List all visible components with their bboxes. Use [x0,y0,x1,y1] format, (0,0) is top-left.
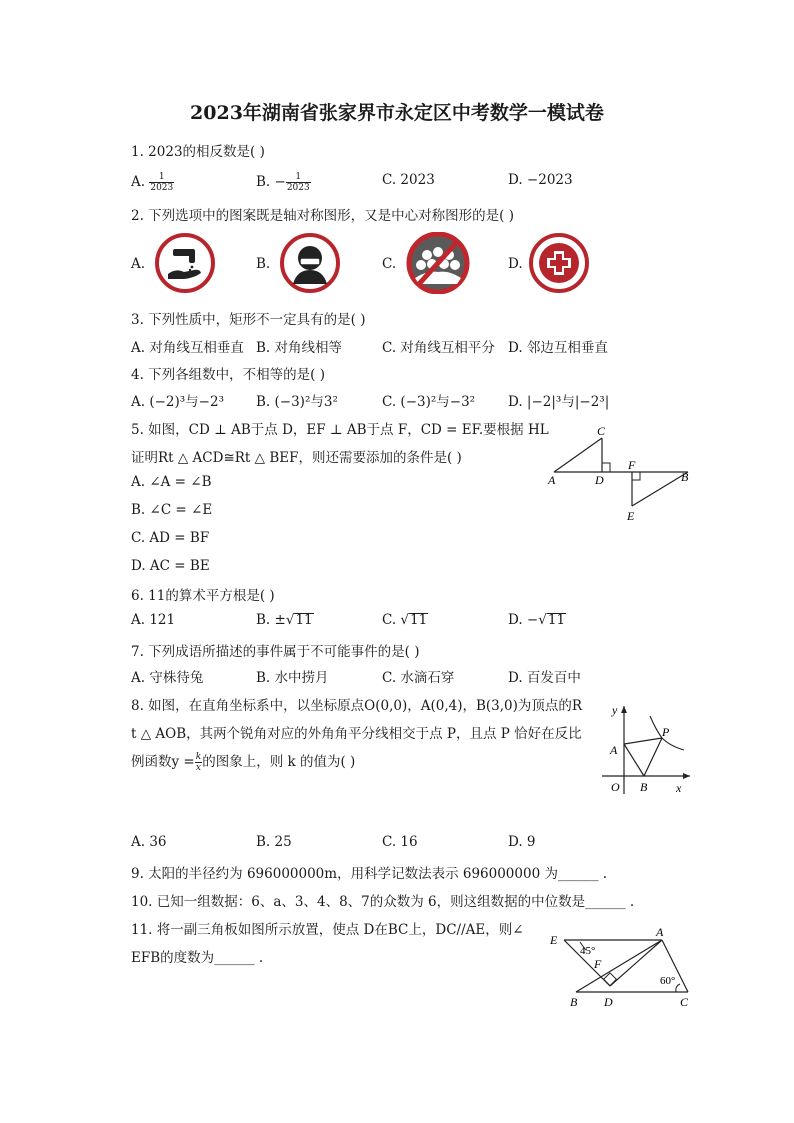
q4-option-d: D. |−2|³与|−2³| [508,394,610,410]
q2-option-b: B. [256,256,271,272]
q3-option-c: C. 对角线互相平分 [382,340,495,356]
q5-label-a: A [548,473,556,487]
question-11-stem-line1: 11. 将一副三角板如图所示放置，使点 D在BC上，DC//AE，则∠ [131,922,524,938]
q6-option-d: D. −√11 [508,612,566,628]
q7-option-a: A. 守株待兔 [131,670,204,686]
q11-label-60: 60° [660,975,676,987]
q8-option-c: C. 16 [382,834,418,850]
q3-option-a: A. 对角线互相垂直 [131,340,244,356]
q7-option-b: B. 水中捞月 [256,670,329,686]
first-aid-cross-icon [528,232,590,294]
q11-label-45: 45° [580,945,596,957]
q1-option-b: B. − $\frac{1}{2023}$ [256,172,310,193]
q8-label-o: O [611,780,620,794]
question-8-stem-line3: 例函数y = $\frac{k}{x}$ 的图象上，则 k 的值为( ) [131,752,356,773]
q7-option-d: D. 百发百中 [508,670,581,686]
q4-option-c: C. (−3)²与−3² [382,394,476,410]
q6-option-a: A. 121 [131,612,176,628]
q8-option-b: B. 25 [256,834,292,850]
q11-label-f: F [594,957,602,971]
q5-label-c: C [597,424,606,438]
no-gathering-icon [405,232,471,294]
question-5-stem-line2: 证明Rt △ ACD≅Rt △ BEF，则还需要添加的条件是( ) [131,450,462,466]
q11-triangle-boards-figure [544,920,700,1010]
q5-label-e: E [627,509,635,523]
q8-label-a: A [610,743,618,757]
question-1-stem: 1. 2023的相反数是( ) [131,144,265,160]
q7-option-c: C. 水滴石穿 [382,670,455,686]
q5-option-b: B. ∠C = ∠E [131,502,213,518]
question-5-stem-line1: 5. 如图，CD ⊥ AB于点 D，EF ⊥ AB于点 F，CD = EF.要根据 HL [131,422,549,438]
q5-option-c: C. AD = BF [131,530,210,546]
hand-wash-icon [154,232,216,294]
q3-option-d: D. 邻边互相垂直 [508,340,608,356]
q11-label-a: A [656,925,664,939]
q11-label-c: C [680,995,689,1009]
q4-option-b: B. (−3)²与3² [256,394,338,410]
q5-label-f: F [628,458,636,472]
question-9-stem: 9. 太阳的半径约为 696000000m，用科学记数法表示 696000000 为______ . [131,866,608,882]
q5-triangle-figure [540,420,700,528]
question-7-stem: 7. 下列成语所描述的事件属于不可能事件的是( ) [131,644,420,660]
face-mask-icon [279,232,341,294]
q1-option-a: A. $\frac{1}{2023}$ [131,172,174,193]
q5-option-d: D. AC = BE [131,558,210,574]
question-8-stem-line2: t △ AOB，其两个锐角对应的外角角平分线相交于点 P，且点 P 恰好在反比 [131,726,582,742]
q11-label-b: B [570,995,578,1009]
question-10-stem: 10. 已知一组数据：6、a、3、4、8、7的众数为 6，则这组数据的中位数是______ . [131,894,635,910]
question-3-stem: 3. 下列性质中，矩形不一定具有的是( ) [131,312,366,328]
q11-label-d: D [604,995,613,1009]
q5-label-b: B [681,470,689,484]
question-8-stem-line1: 8. 如图，在直角坐标系中，以坐标原点O(0,0)，A(0,4)，B(3,0)为顶点的R [131,698,583,714]
q8-option-d: D. 9 [508,834,536,850]
q1-option-d: D. −2023 [508,172,573,188]
q6-option-b: B. ±√11 [256,612,313,628]
page-title: 2023年湖南省张家界市永定区中考数学一模试卷 [190,102,604,124]
q8-label-x: x [676,781,682,795]
q2-option-d: D. [508,256,523,272]
question-6-stem: 6. 11的算术平方根是( ) [131,588,275,604]
q8-option-a: A. 36 [131,834,167,850]
question-4-stem: 4. 下列各组数中，不相等的是( ) [131,367,325,383]
q8-label-p: P [662,725,670,739]
q8-label-b: B [640,780,648,794]
question-11-stem-line2: EFB的度数为______ . [131,950,264,966]
q4-option-a: A. (−2)³与−2³ [131,394,224,410]
q2-option-c: C. [382,256,397,272]
q5-option-a: A. ∠A = ∠B [131,474,212,490]
q3-option-b: B. 对角线相等 [256,340,343,356]
q8-coordinate-figure [594,700,698,798]
q1-option-c: C. 2023 [382,172,435,188]
q11-label-e: E [550,933,558,947]
question-2-stem: 2. 下列选项中的图案既是轴对称图形，又是中心对称图形的是( ) [131,208,514,224]
q2-option-a: A. [131,256,146,272]
q8-label-y: y [612,703,618,717]
q6-option-c: C. √11 [382,612,428,628]
q5-label-d: D [595,473,604,487]
